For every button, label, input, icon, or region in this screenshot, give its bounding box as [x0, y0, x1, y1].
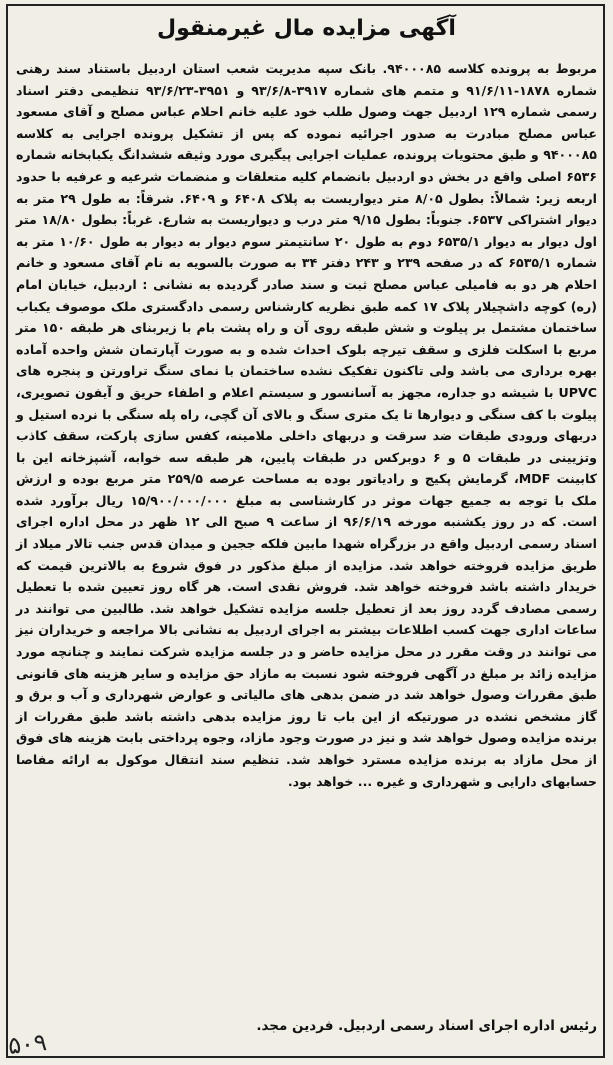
notice-body — [16, 58, 597, 792]
notice-paragraph: مربوط به پرونده کلاسه ۹۴۰۰۰۸۵. بانک سپه مدیریت شعب استان اردبیل باستناد سند رهنی شماره ۱۸۷۸-۹۱/۶/۱۱ و متمم های شماره ۳۹۱۷-۹۳/۶/۸ و ۳۹۵۱-۹۳/۶/۲۳ تنظیمی دفتر اسناد رسمی شماره ۱۲۹ اردبیل جهت وصول طلب خود علیه خانم احلام عباس مصلح و آقای مسعود عباس مصلح مبادرت به صدور اجرائیه نموده که پس از تشکیل پرونده اجرایی به کلاسه ۹۴۰۰۰۸۵ و طبق محتویات پرونده، عملیات اجرایی پیگیری مورد وثیقه ششدانگ یکبابخانه شماره ۶۵۳۶ اصلی واقع در بخش دو اردبیل بانضمام کلیه متعلقات و منضمات شرعیه و عرفیه با حدود اربعه زیر: شمالاً: بطول ۸/۰۵ متر دیواریست به پلاک ۶۴۰۸ و ۶۴۰۹. شرقاً: به طول ۲۹ متر به دیوار اشتراکی ۶۵۳۷. جنوباً: بطول ۹/۱۵ متر درب و دیواریست به شارع. غرباً: بطول ۱۸/۸۰ متر اول دیوار به دیوار ۶۵۳۵/۱ دوم به طول ۲۰ سانتیمتر سوم دیوار به دیوار به طول ۱۰/۶۰ متر به شماره ۶۵۳۵/۱ که در صفحه ۲۳۹ و ۲۴۳ دفتر ۳۴ به صورت بالسویه به نام آقای مسعود و خانم احلام هر دو به فامیلی عباس مصلح ثبت و سند صادر گردیده به نشانی : اردبیل، خیابان امام (ره) کوچه داشچیلار پلاک ۱۷ کمه طبق نظریه کارشناس رسمی دادگستری ملک موصوف یکباب ساختمان مشتمل بر پیلوت و شش طبقه روی آن و راه پشت بام با زیربنای هر طبقه ۱۵۰ متر مربع با اسکلت فلزی و سقف تیرچه بلوک احداث شده و به صورت آپارتمان شش واحده آماده بهره برداری می باشد ولی تاکنون تفکیک نشده ساختمان با نمای سنگ تراورتن و پنجره های UPVC با شیشه دو جداره، مجهز به آسانسور و سیستم اعلام و اطفاء حریق و آیفون تصویری، پیلوت با کف سنگی و دیوارها تا یک متری سنگ و بالای آن گچی، راه پله سنگی با نرده استیل و دربهای ورودی طبقات ضد سرقت و دربهای داخلی ملامینه، کفس سازی پارکت، سقف کاذب وتزیینی در طبقات ۵ و ۶ دوبرکس در طبقات پایین، هر طبقه سه خوابه، آشپزخانه این با کابینت MDF، گرمایش پکیج و رادیاتور بوده به مساحت عرصه ۲۵۹/۵ متر مربع بوده و ارزش ملک با توجه به جمیع جهات موثر در کارشناسی به مبلغ ۱۵/۹۰۰/۰۰۰/۰۰۰ ریال برآورد شده است. که در روز یکشنبه مورخه ۹۶/۶/۱۹ از ساعت ۹ صبح الی ۱۲ ظهر در محل اداره اجرای اسناد رسمی اردبیل واقع در بزرگراه شهدا مابین فلکه ججین و میدان قدس جنب تالار میلاد از طریق مزایده فروخته خواهد شد. مزایده از مبلغ مذکور در فوق شروع به بالاترین قیمت که خریدار داشته باشد فروخته خواهد شد. فروش نقدی است. هر گاه روز تعیین شده با تعطیل رسمی مصادف گردد روز بعد از تعطیل جلسه مزایده تشکیل خواهد شد. طالبین می توانند در ساعات اداری جهت کسب اطلاعات بیشتر به اجرای اردبیل به نشانی بالا مراجعه و خریداران نیز می توانند در وقت مقرر در محل مزایده حاضر و در جلسه مزایده شرکت نمایند و چنانچه مورد مزایده زائد بر مبلغ در آگهی فروخته شود نسبت به مازاد حق مزایده و سایر هزینه های قانونی طبق مقررات وصول خواهد شد در ضمن بدهی های مالیاتی و عوارض شهرداری و آب و برق و گاز مشخص نشده در صورتیکه از این باب تا روز مزایده بدهی داشته باشد طبق مقررات از برنده مزایده وصول خواهد شد و نیز در صورت وجود مازاد، وجوه پرداختی بابت هزینه های فوق از محل مازاد به برنده مزایده مسترد خواهد شد. تنظیم سند انتقال موکول به ارائه مفاصا حسابهای دارایی و شهرداری و غیره ... خواهد بود. — [16, 61, 598, 789]
handwritten-mark: ۵۰۹ — [6, 1028, 49, 1060]
notice-title: آگهی مزایده مال غیرمنقول — [157, 16, 456, 41]
notice-signature: رئیس اداره اجرای اسناد رسمی اردبیل. فردین مجد. — [256, 1018, 597, 1034]
